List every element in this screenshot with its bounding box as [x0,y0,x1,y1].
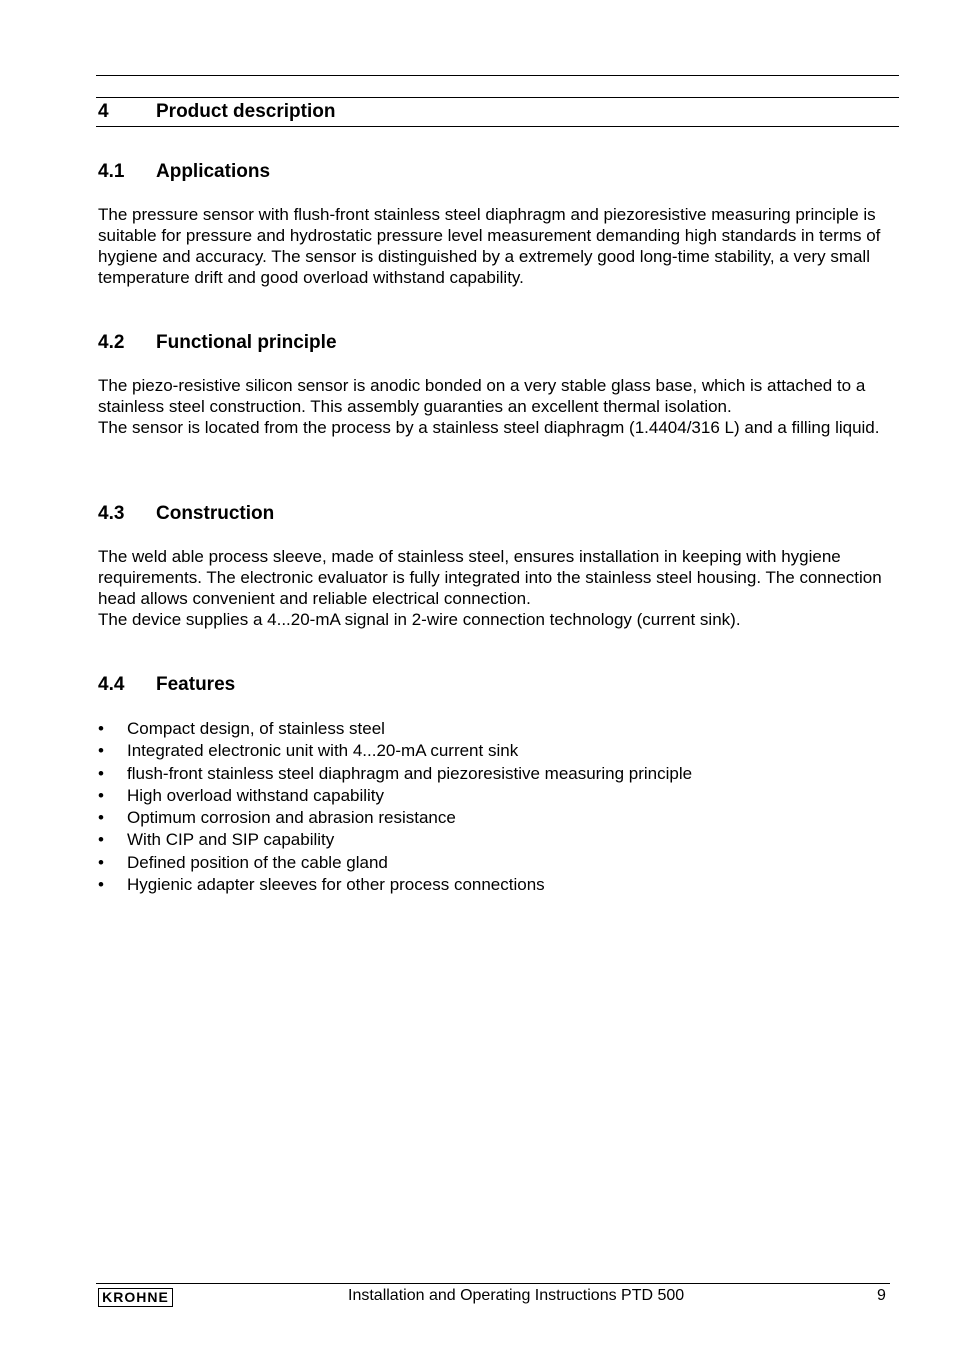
page-number: 9 [877,1287,886,1304]
bullet-icon: • [98,763,104,783]
list-item [98,874,692,896]
section-title: Features [156,674,236,695]
section-number: 4.2 [98,332,125,353]
paragraph: The piezo-resistive silicon sensor is anodic bonded on a very stable glass base, which is attached to a stainless steel construction. This assembly guaranties an excellent thermal isolation. [98,376,866,416]
section-number: 4.3 [98,503,125,524]
chapter-rule-top [96,97,899,98]
header-rule [96,75,899,76]
list-item-text: With CIP and SIP capability [127,830,335,850]
list-item [98,763,692,785]
section-title: Applications [156,161,271,182]
bullet-icon: • [98,875,104,895]
list-item-text: Hygienic adapter sleeves for other process connections [127,875,545,895]
krohne-logo: KROHNE [98,1288,173,1307]
list-item [98,852,692,874]
list-item [98,740,692,762]
footer-document-title: Installation and Operating Instructions PTD 500 [348,1287,685,1304]
paragraph: The pressure sensor with flush-front stainless steel diaphragm and piezoresistive measuring principle is suitable for pressure and hydrostatic pressure level measurement demanding high standards in terms of hygiene and accuracy. The sensor is distinguished by a extremely good long-time stability, a very small temperature drift and good overload withstand capability. [98,205,881,287]
bullet-icon: • [98,852,104,872]
bullet-icon: • [98,741,104,761]
list-item-text: Optimum corrosion and abrasion resistance [127,808,456,828]
list-item [98,807,692,829]
paragraph: The sensor is located from the process by a stainless steel diaphragm (1.4404/316 L) and a filling liquid. [98,418,880,437]
paragraph: The weld able process sleeve, made of stainless steel, ensures installation in keeping with hygiene requirements. The electronic evaluator is fully integrated into the stainless steel housing. The connection head allows convenient and reliable electrical connection. [98,547,882,608]
list-item-text: flush-front stainless steel diaphragm and piezoresistive measuring principle [127,763,693,783]
paragraph: The device supplies a 4...20-mA signal in 2-wire connection technology (current sink). [98,610,741,629]
list-item [98,718,692,740]
chapter-number: 4 [98,101,109,122]
list-item-text: Integrated electronic unit with 4...20-mA current sink [127,741,519,761]
applications-text [98,204,898,288]
section-title: Functional principle [156,332,337,353]
section-heading-construction [98,503,274,525]
chapter-title: Product description [156,101,336,122]
list-item-text: Compact design, of stainless steel [127,719,385,738]
functional-principle-text [98,375,898,438]
section-title: Construction [156,503,275,524]
list-item [98,829,692,851]
construction-text [98,546,898,630]
section-heading-features [98,674,235,696]
features-list [98,718,692,896]
bullet-icon: • [98,719,104,738]
list-item [98,785,692,807]
bullet-icon: • [98,785,104,805]
section-number: 4.4 [98,674,125,695]
section-heading-functional-principle [98,332,337,354]
section-number: 4.1 [98,161,125,182]
chapter-rule-bottom [96,126,899,127]
footer-rule [96,1283,890,1284]
bullet-icon: • [98,830,104,850]
section-heading-applications [98,161,270,183]
list-item-text: High overload withstand capability [127,785,385,805]
bullet-icon: • [98,808,104,828]
chapter-heading [98,101,335,123]
list-item-text: Defined position of the cable gland [127,852,388,872]
